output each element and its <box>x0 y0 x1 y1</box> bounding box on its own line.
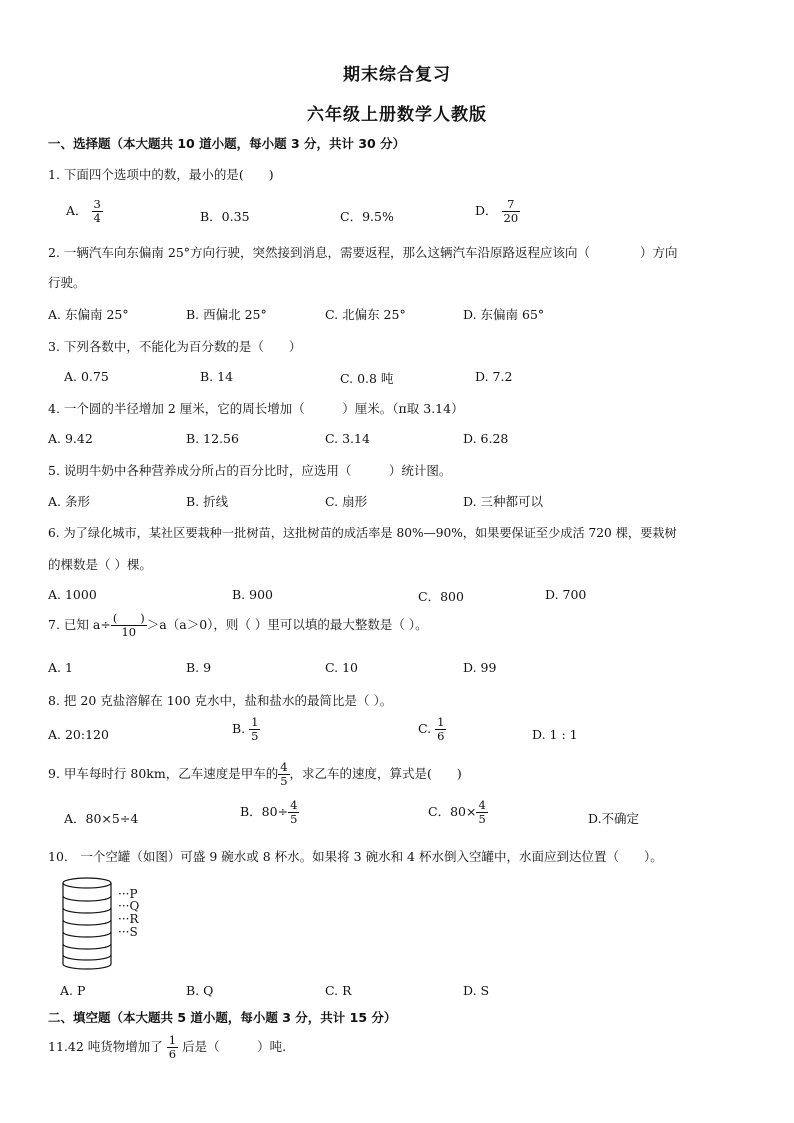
fraction-denominator: 5 <box>280 774 288 789</box>
question-6-stem-line2: 的棵数是（ ）棵。 <box>48 557 152 572</box>
stem-suffix: 后是（ ）吨. <box>182 1039 287 1055</box>
option-label: A． <box>66 203 88 219</box>
question-1-option-c: C．9.5% <box>340 209 394 224</box>
question-6-option-d: D. 700 <box>545 587 587 602</box>
question-5-stem: 5. 说明牛奶中各种营养成分所占的百分比时，应选用（ ）统计图。 <box>48 463 452 478</box>
question-10-option-a: A. P <box>60 983 86 998</box>
question-7-option-a: A. 1 <box>48 660 73 675</box>
fraction <box>435 716 446 743</box>
option-label: C．80× <box>428 804 477 820</box>
stem-suffix: ＞a（a＞0），则（ ）里可以填的最大整数是（ ）。 <box>146 617 428 633</box>
question-6-option-c: C．800 <box>418 589 464 604</box>
can-figure <box>58 874 158 974</box>
question-4-option-a: A. 9.42 <box>48 431 93 446</box>
fraction-denominator: 4 <box>93 211 101 226</box>
fraction-denominator: 10 <box>111 625 147 639</box>
question-10-option-c: C. R <box>325 983 352 998</box>
option-label: B. <box>232 721 246 737</box>
question-2-option-c: C. 北偏东 25° <box>325 307 406 322</box>
question-1-option-a <box>66 198 103 225</box>
fraction <box>288 799 299 826</box>
stem-suffix: ，求乙车的速度，算式是( ) <box>289 766 462 782</box>
question-1-option-d <box>475 198 520 225</box>
fraction <box>167 1034 178 1061</box>
question-6-option-b: B. 900 <box>232 587 273 602</box>
question-4-option-b: B. 12.56 <box>186 431 239 446</box>
question-10-option-d: D. S <box>463 983 490 998</box>
page-subtitle: 六年级上册数学人教版 <box>307 105 487 125</box>
question-5-option-c: C. 扇形 <box>325 494 368 509</box>
question-8-option-b <box>232 716 260 743</box>
question-3-stem: 3. 下列各数中，不能化为百分数的是（ ） <box>48 339 302 354</box>
question-8-option-d: D. 1 : 1 <box>532 727 578 742</box>
option-label: C. <box>418 721 432 737</box>
fraction-denominator: 5 <box>290 812 298 827</box>
fraction-denominator: 6 <box>168 1047 177 1062</box>
question-9-option-d: D.不确定 <box>588 811 640 826</box>
question-5-option-b: B. 折线 <box>186 494 229 509</box>
question-3-option-d: D. 7.2 <box>475 369 513 384</box>
question-7-stem <box>48 612 428 639</box>
section-heading-fill-in: 二、填空题（本大题共 5 道小题，每小题 3 分，共计 15 分） <box>48 1010 397 1025</box>
option-label: D． <box>475 203 498 219</box>
question-10-stem: 10. 一个空罐（如图）可盛 9 碗水或 8 杯水。如果将 3 碗水和 4 杯水倒入空罐中，水面应到达位置（ ）。 <box>48 849 663 864</box>
can-label-q: ···Q <box>118 899 140 913</box>
question-11-stem <box>48 1034 286 1061</box>
option-label: B．80÷ <box>240 804 289 820</box>
question-7-option-b: B. 9 <box>186 660 212 675</box>
fraction-numerator: 1 <box>168 1033 177 1047</box>
question-2-option-d: D. 东偏南 65° <box>463 307 545 322</box>
stem-prefix: 11.42 吨货物增加了 <box>48 1039 163 1055</box>
fraction-numerator: 4 <box>478 798 486 812</box>
question-9-option-b <box>240 799 299 826</box>
fraction <box>476 799 487 826</box>
stem-prefix: 9. 甲车每时行 80km，乙车速度是甲车的 <box>48 766 279 782</box>
question-3-option-a: A. 0.75 <box>64 369 109 384</box>
fraction-numerator: 4 <box>280 760 288 774</box>
question-6-stem-line1: 6. 为了绿化城市，某社区要栽种一批树苗，这批树苗的成活率是 80%—90%，如果要保证至少成活 720 棵，要栽树 <box>48 526 677 540</box>
question-9-option-a: A．80×5÷4 <box>64 811 139 826</box>
fraction <box>249 716 260 743</box>
fraction-numerator: 4 <box>290 798 298 812</box>
question-7-option-c: C. 10 <box>325 660 358 675</box>
fraction-numerator: 7 <box>507 197 515 211</box>
can-label-p: ···P <box>118 887 138 901</box>
can-body <box>63 878 111 969</box>
fraction-numerator: ( ) <box>112 611 145 625</box>
question-4-option-d: D. 6.28 <box>463 431 509 446</box>
fraction-denominator: 5 <box>478 812 486 827</box>
question-6-option-a: A. 1000 <box>48 587 97 602</box>
fraction-denominator: 20 <box>503 211 519 226</box>
question-5-option-a: A. 条形 <box>48 494 90 509</box>
fraction-denominator: 6 <box>437 729 445 744</box>
fraction <box>502 198 521 225</box>
page-title: 期末综合复习 <box>343 65 451 85</box>
question-2-stem-line1: 2. 一辆汽车向东偏南 25°方向行驶，突然接到消息，需要返程，那么这辆汽车沿原路返程应该向（ ）方向 <box>48 245 678 260</box>
question-8-option-c <box>418 716 446 743</box>
question-8-stem: 8. 把 20 克盐溶解在 100 克水中，盐和盐水的最简比是（ ）。 <box>48 693 393 708</box>
question-9-option-c <box>428 799 488 826</box>
question-8-option-a: A. 20:120 <box>48 727 109 742</box>
question-2-option-a: A. 东偏南 25° <box>48 307 129 322</box>
section-heading-choice: 一、选择题（本大题共 10 道小题，每小题 3 分，共计 30 分） <box>48 136 406 151</box>
fraction-numerator: 3 <box>93 197 101 211</box>
question-2-option-b: B. 西偏北 25° <box>186 307 267 322</box>
question-1-option-b: B．0.35 <box>200 209 250 224</box>
fraction-numerator: 1 <box>251 715 259 729</box>
question-2-stem-line2: 行驶。 <box>48 275 86 290</box>
fraction <box>111 612 147 639</box>
fraction-denominator: 5 <box>251 729 259 744</box>
can-label-s: ···S <box>118 925 138 939</box>
question-9-stem <box>48 761 462 788</box>
question-1-stem: 1. 下面四个选项中的数，最小的是( ) <box>48 167 274 182</box>
question-3-option-c: C. 0.8 吨 <box>340 371 394 386</box>
fraction <box>278 761 289 788</box>
question-7-option-d: D. 99 <box>463 660 497 675</box>
question-10-option-b: B. Q <box>186 983 214 998</box>
can-label-r: ···R <box>118 912 139 926</box>
stem-prefix: 7. 已知 a÷ <box>48 617 111 633</box>
question-5-option-d: D. 三种都可以 <box>463 494 544 509</box>
question-4-stem: 4. 一个圆的半径增加 2 厘米，它的周长增加（ ）厘米。（π取 3.14） <box>48 401 464 416</box>
question-3-option-b: B. 14 <box>200 369 234 384</box>
question-4-option-c: C. 3.14 <box>325 431 370 446</box>
fraction <box>92 198 103 225</box>
fraction-numerator: 1 <box>437 715 445 729</box>
